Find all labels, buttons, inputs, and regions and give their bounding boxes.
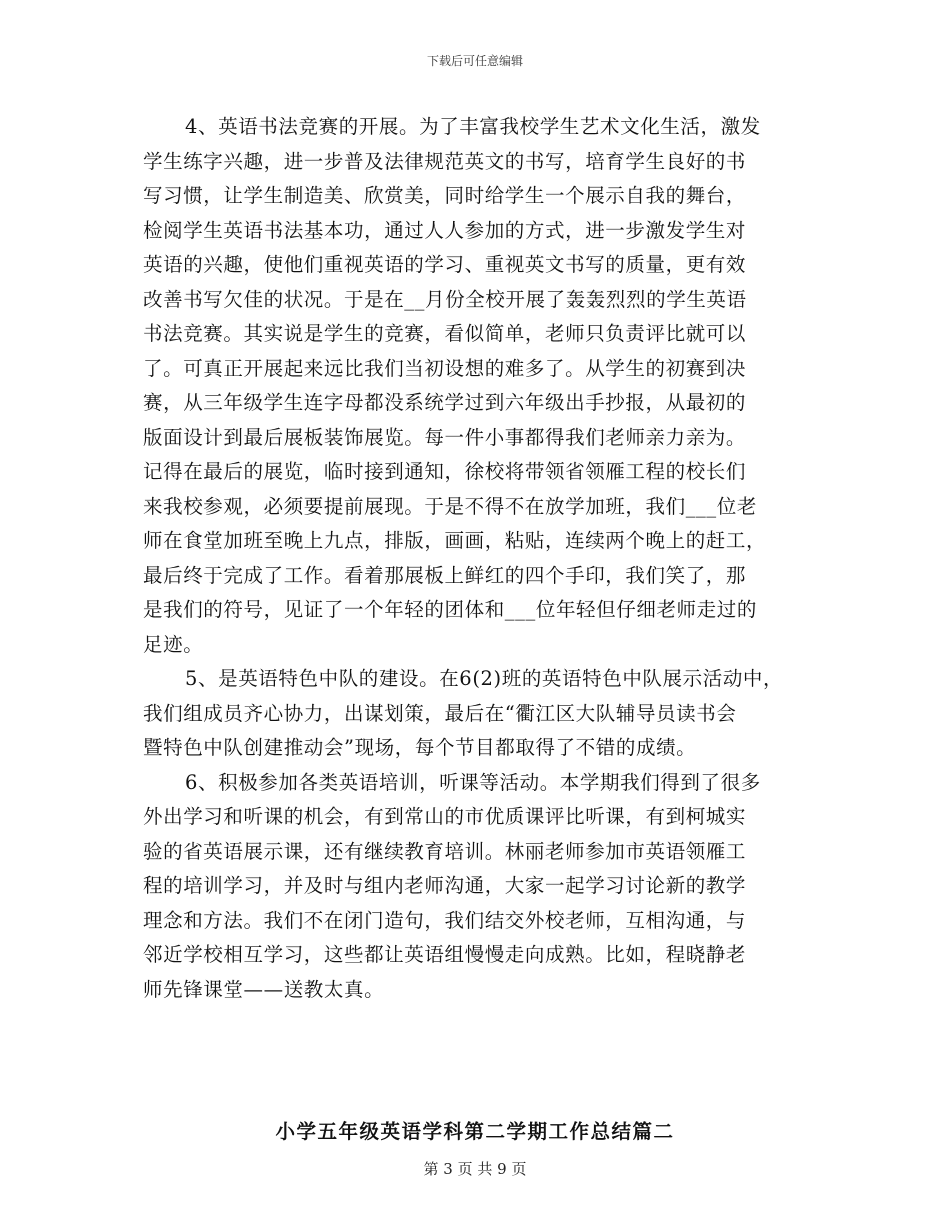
paragraph-line: 6、积极参加各类英语培训，听课等活动。本学期我们得到了很多 <box>185 770 761 794</box>
paragraph-line: 暨特色中队创建推动会”现场，每个节目都取得了不错的成绩。 <box>143 736 697 759</box>
paragraph-line: 验的省英语展示课，还有继续教育培训。林丽老师参加市英语领雁工 <box>143 839 747 863</box>
paragraph-line: 版面设计到最后展板装饰展览。每一件小事都得我们老师亲力亲为。 <box>143 425 747 449</box>
page-number: 第 3 页 共 9 页 <box>423 1160 527 1178</box>
paragraph-line: 英语的兴趣，使他们重视英语的学习、重视英文书写的质量，更有效 <box>143 253 747 276</box>
paragraph-line: 师在食堂加班至晚上九点，排版，画画，粘贴，连续两个晚上的赶工， <box>143 529 767 552</box>
paragraph-line: 师先锋课堂——送教太真。 <box>143 977 385 1001</box>
paragraph-line: 学生练字兴趣，进一步普及法律规范英文的书写，培育学生良好的书 <box>143 149 747 173</box>
paragraph-line: 赛，从三年级学生连字母都没系统学过到六年级出手抄报，从最初的 <box>143 391 747 414</box>
paragraph-line: 4、英语书法竞赛的开展。为了丰富我校学生艺术文化生活，激发 <box>185 115 761 138</box>
paragraph-line: 我们组成员齐心协力，出谋划策，最后在“衢江区大队辅导员读书会 <box>143 701 737 725</box>
paragraph-line: 邻近学校相互学习，这些都让英语组慢慢走向成熟。比如，程晓静老 <box>143 943 747 966</box>
paragraph-line: 了。可真正开展起来远比我们当初设想的难多了。从学生的初赛到决 <box>143 356 747 380</box>
paragraph-line: 改善书写欠佳的状况。于是在__月份全校开展了轰轰烈烈的学生英语 <box>143 287 747 311</box>
paragraph-line: 程的培训学习，并及时与组内老师沟通，大家一起学习讨论新的教学 <box>143 874 747 897</box>
paragraph-line: 最后终于完成了工作。看着那展板上鲜红的四个手印，我们笑了，那 <box>143 563 747 587</box>
section-heading: 小学五年级英语学科第二学期工作总结篇二 <box>275 1120 675 1143</box>
paragraph-line: 足迹。 <box>143 632 204 656</box>
paragraph-line: 来我校参观，必须要提前展现。于是不得不在放学加班，我们___位老 <box>143 494 757 518</box>
header-note: 下载后可任意编辑 <box>426 54 523 68</box>
document-body <box>143 110 823 1007</box>
paragraph-line: 是我们的符号，见证了一个年轻的团体和___位年轻但仔细老师走过的 <box>143 598 757 621</box>
paragraph-line: 书法竞赛。其实说是学生的竞赛，看似简单，老师只负责评比就可以 <box>143 322 747 345</box>
paragraph-line: 外出学习和听课的机会，有到常山的市优质课评比听课，有到柯城实 <box>143 805 747 828</box>
paragraph-line: 检阅学生英语书法基本功，通过人人参加的方式，进一步激发学生对 <box>143 218 747 242</box>
paragraph-line: 理念和方法。我们不在闭门造句，我们结交外校老师，互相沟通，与 <box>143 908 747 932</box>
paragraph-line: 5、是英语特色中队的建设。在6(2)班的英语特色中队展示活动中， <box>185 667 784 690</box>
paragraph-line: 记得在最后的展览，临时接到通知，徐校将带领省领雁工程的校长们 <box>143 460 747 483</box>
paragraph-line: 写习惯，让学生制造美、欣赏美，同时给学生一个展示自我的舞台， <box>143 184 747 207</box>
